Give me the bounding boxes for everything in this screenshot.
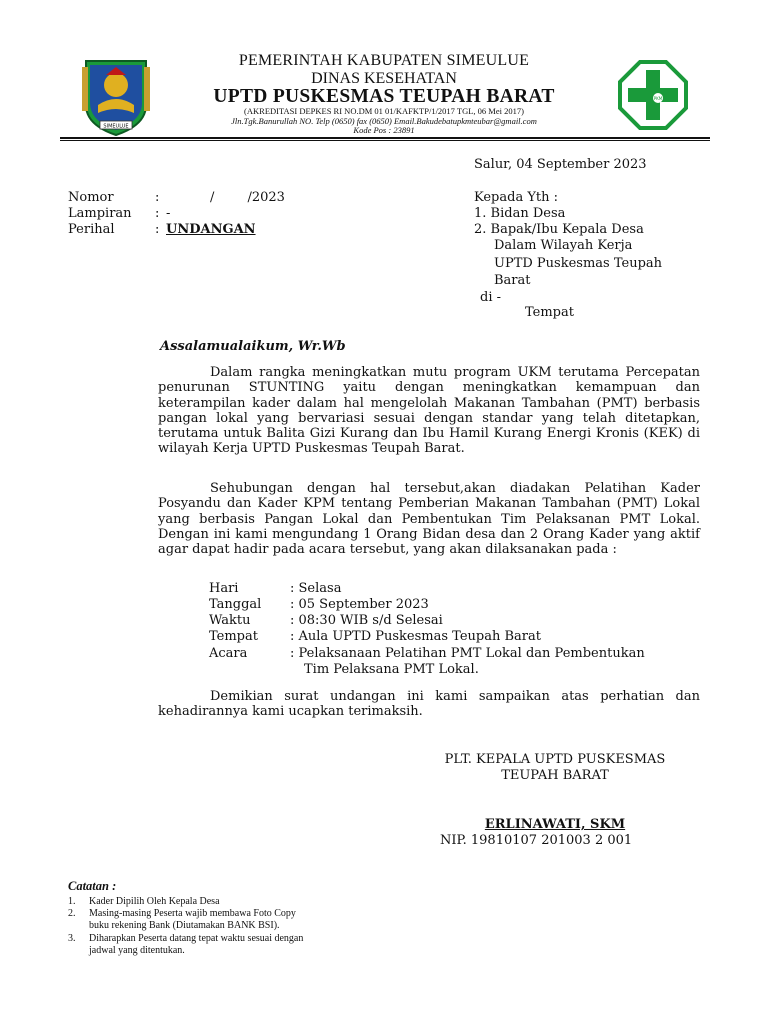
note-1: Kader Dipilih Oleh Kepala Desa <box>89 896 220 907</box>
closing-paragraph: Demikian surat undangan ini kami sampaikan atas perhatian dan kehadirannya kami ucapkan terimaksih. <box>158 689 700 720</box>
nomor-value: / /2023 <box>210 190 285 205</box>
emblem-text: SIMEULUE <box>103 123 129 130</box>
note-3: Diharapkan Peserta datang tepat waktu sesuai dengan <box>89 933 304 944</box>
logo-mark-text: PKM <box>653 96 663 101</box>
schedule-hari-label: Hari <box>209 581 239 596</box>
schedule-acara-label: Acara <box>209 646 248 661</box>
schedule-tempat-label: Tempat <box>209 629 258 644</box>
place-date: Salur, 04 September 2023 <box>474 157 647 172</box>
header-department: DINAS KESEHATAN <box>311 70 457 87</box>
recipient-item-2-line-3: UPTD Puskesmas Teupah <box>494 256 663 271</box>
paragraph-intro: Dalam rangka meningkatkan mutu program UKM terutama Percepatan penurunan STUNTING yaitu dengan meningkatkan kemampuan dan keterampilan kader dalam hal mengelolah Makanan Tambahan (PMT) berbasis pangan lokal yang bervariasi sesuai dengan standar yang telah ditetapkan, terutama untuk Balita Gizi Kurang dan Ibu Hamil Kurang Energi Kronis (KEK) di wilayah Kerja UPTD Puskesmas Teupah Barat. <box>158 365 700 457</box>
note-2: Masing-masing Peserta wajib membawa Foto Copy <box>89 908 296 919</box>
header-government: PEMERINTAH KABUPATEN SIMEULUE <box>238 52 530 69</box>
schedule-hari-value: : Selasa <box>290 581 342 596</box>
lampiran-colon: : <box>155 206 160 221</box>
note-2-number: 2. <box>68 908 76 919</box>
schedule-acara-value-line-2: Tim Pelaksana PMT Lokal. <box>304 662 479 677</box>
note-3-line-2: jadwal yang ditentukan. <box>89 945 185 956</box>
signature-title: PLT. KEPALA UPTD PUSKESMAS <box>444 752 666 767</box>
lampiran-label: Lampiran <box>68 206 132 221</box>
note-1-number: 1. <box>68 896 76 907</box>
recipient-tempat: Tempat <box>525 305 574 320</box>
signatory-name: ERLINAWATI, SKM <box>484 817 626 832</box>
note-2-line-2: buku rekening Bank (Diutamakan BANK BSI). <box>89 920 280 931</box>
note-3-number: 3. <box>68 933 76 944</box>
recipient-item-2-line-4: Barat <box>494 273 531 288</box>
header-postal-code: Kode Pos : 23891 <box>353 125 415 135</box>
recipient-di: di - <box>480 290 502 305</box>
header-address: Jln.Tgk.Banurullah NO. Telp (0650) fax (0650) Email.Bakudebatupkmteubar@gmail.com <box>231 116 537 126</box>
notes-heading: Catatan : <box>68 879 117 893</box>
perihal-colon: : <box>155 222 160 237</box>
recipient-item-1: 1. Bidan Desa <box>474 206 566 221</box>
perihal-label: Perihal <box>68 222 115 237</box>
header-institution: UPTD PUSKESMAS TEUPAH BARAT <box>213 86 555 107</box>
schedule-waktu-label: Waktu <box>209 613 251 628</box>
header-rule-thick <box>60 137 710 139</box>
schedule-tempat-value: : Aula UPTD Puskesmas Teupah Barat <box>290 629 541 644</box>
recipient-heading: Kepada Yth : <box>474 190 559 205</box>
greeting: Assalamualaikum, Wr.Wb <box>160 339 346 354</box>
signatory-nip: NIP. 19810107 201003 2 001 <box>440 833 633 848</box>
nomor-colon: : <box>155 190 160 205</box>
signature-title-line-2: TEUPAH BARAT <box>501 768 609 783</box>
paragraph-invitation: Sehubungan dengan hal tersebut,akan diadakan Pelatihan Kader Posyandu dan Kader KPM tentang Pemberian Makanan Tambahan (PMT) Lokal yang berbasis Pangan Lokal dan Pembentukan Tim Pelaksanan PMT Lokal. Dengan ini kami mengundang 1 Orang Bidan desa dan 2 Orang Kader yang aktif agar dapat hadir pada acara tersebut, yang akan dilaksanakan pada : <box>158 481 700 558</box>
schedule-tanggal-label: Tanggal <box>209 597 262 612</box>
schedule-waktu-value: : 08:30 WIB s/d Selesai <box>290 613 443 628</box>
recipient-item-2: 2. Bapak/Ibu Kepala Desa <box>474 222 644 237</box>
perihal-value: UNDANGAN <box>166 222 256 237</box>
schedule-acara-value: : Pelaksanaan Pelatihan PMT Lokal dan Pembentukan <box>290 646 645 661</box>
lampiran-value: - <box>166 206 171 221</box>
nomor-label: Nomor <box>68 190 114 205</box>
header-rule-thin <box>60 140 710 141</box>
recipient-item-2-line-2: Dalam Wilayah Kerja <box>494 238 633 253</box>
schedule-tanggal-value: : 05 September 2023 <box>290 597 429 612</box>
header-accreditation: (AKREDITASI DEPKES RI NO.DM 01 01/KAFKTP/1/2017 TGL, 06 Mei 2017) <box>244 106 524 116</box>
